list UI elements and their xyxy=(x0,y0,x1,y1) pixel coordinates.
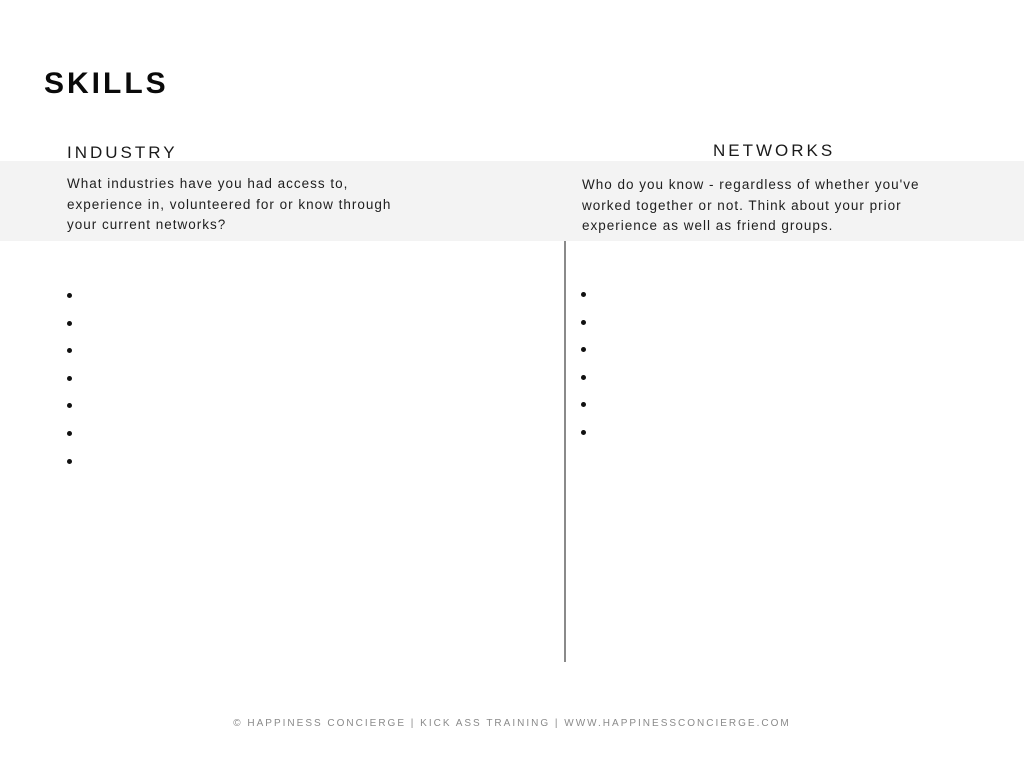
industry-prompt: What industries have you had access to, experience in, volunteered for or know through your current networks? xyxy=(67,176,392,232)
page-title: SKILLS xyxy=(44,67,169,100)
industry-heading: INDUSTRY xyxy=(67,143,178,162)
networks-prompt: Who do you know - regardless of whether you've worked together or not. Think about your prior experience as well as friend groups. xyxy=(582,177,920,233)
networks-heading: NETWORKS xyxy=(713,141,836,160)
footer-credit: © HAPPINESS CONCIERGE | KICK ASS TRAINING | WWW.HAPPINESSCONCIERGE.COM xyxy=(233,718,791,729)
column-divider xyxy=(564,241,566,662)
